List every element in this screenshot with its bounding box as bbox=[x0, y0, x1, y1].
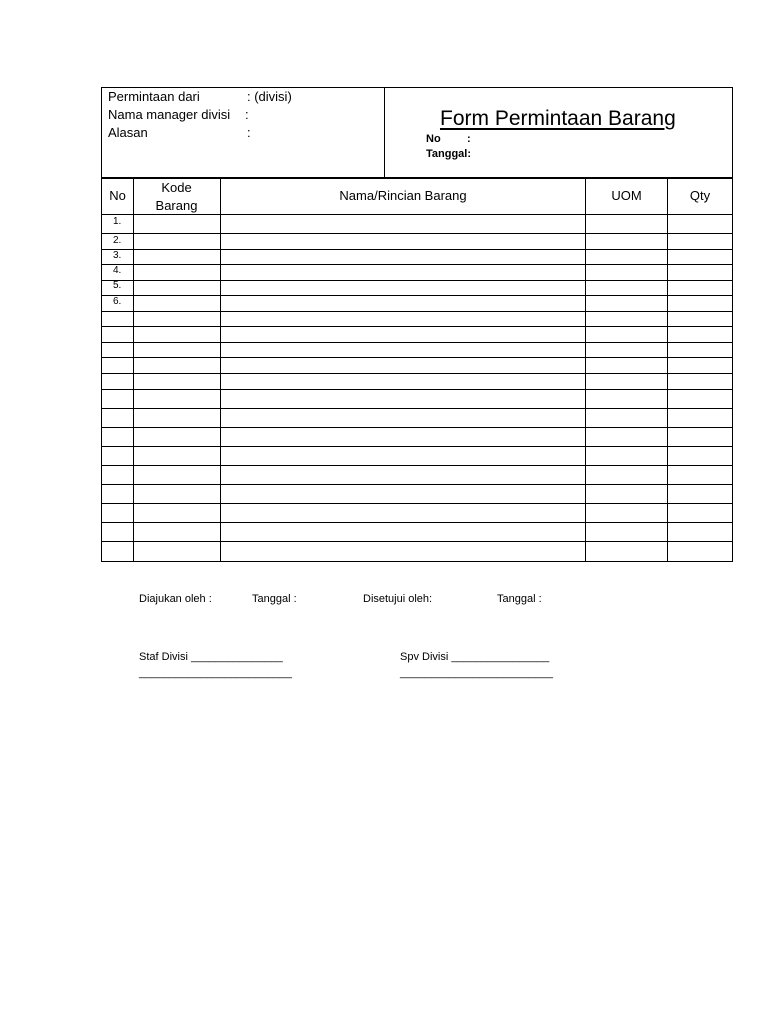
table-row-divider bbox=[101, 357, 733, 358]
nama-manager-value: : bbox=[245, 107, 249, 122]
table-row-divider bbox=[101, 541, 733, 542]
alasan-label: Alasan bbox=[108, 125, 148, 140]
table-row-divider bbox=[101, 373, 733, 374]
spv-divisi-signature: Spv Divisi ________________ bbox=[400, 651, 550, 663]
table-row-divider bbox=[101, 561, 733, 562]
table-row-divider bbox=[101, 280, 733, 281]
table-row-divider bbox=[101, 264, 733, 265]
no-value: : bbox=[467, 133, 471, 145]
row-number: 1. bbox=[113, 216, 122, 227]
table-row-divider bbox=[101, 311, 733, 312]
row-number: 5. bbox=[113, 280, 122, 291]
no-label: No bbox=[426, 133, 441, 145]
staf-divisi-signature: Staf Divisi _______________ bbox=[139, 651, 283, 663]
table-column-divider bbox=[667, 179, 668, 562]
table-column-divider bbox=[220, 179, 221, 562]
table-column-divider bbox=[585, 179, 586, 562]
table-row-divider bbox=[101, 484, 733, 485]
table-row-divider bbox=[101, 389, 733, 390]
table-row-divider bbox=[101, 427, 733, 428]
col-header-no: No bbox=[109, 188, 126, 203]
form-title: Form Permintaan Barang bbox=[440, 107, 676, 130]
table-row-divider bbox=[101, 326, 733, 327]
alasan-value: : bbox=[247, 125, 251, 140]
disetujui-label: Disetujui oleh: bbox=[363, 593, 433, 605]
staf-divisi-line: _________________________ bbox=[139, 667, 292, 679]
table-column-divider bbox=[133, 179, 134, 562]
tanggal-approve-label: Tanggal : bbox=[497, 593, 542, 605]
spv-divisi-line: _________________________ bbox=[400, 667, 553, 679]
permintaan-dari-value: : (divisi) bbox=[247, 89, 292, 104]
row-number: 4. bbox=[113, 265, 122, 276]
table-row-divider bbox=[101, 408, 733, 409]
tanggal-submit-label: Tanggal : bbox=[252, 593, 297, 605]
row-number: 2. bbox=[113, 235, 122, 246]
col-header-qty: Qty bbox=[689, 188, 711, 203]
row-number: 3. bbox=[113, 250, 122, 261]
diajukan-label: Diajukan oleh : bbox=[139, 593, 212, 605]
table-row-divider bbox=[101, 446, 733, 447]
table-row-divider bbox=[101, 503, 733, 504]
table-column-divider bbox=[101, 179, 102, 562]
nama-manager-label: Nama manager divisi bbox=[108, 107, 231, 122]
row-number: 6. bbox=[113, 296, 122, 307]
table-row-divider bbox=[101, 233, 733, 234]
col-header-uom: UOM bbox=[611, 188, 642, 203]
tanggal-label: Tanggal: bbox=[426, 148, 472, 160]
permintaan-dari-label: Permintaan dari bbox=[108, 89, 200, 104]
col-header-nama-barang: Nama/Rincian Barang bbox=[339, 188, 467, 203]
col-header-kode-barang: Kode Barang bbox=[155, 180, 198, 213]
table-row-divider bbox=[101, 249, 733, 250]
table-row-divider bbox=[101, 465, 733, 466]
table-row-divider bbox=[101, 522, 733, 523]
table-row-divider bbox=[101, 295, 733, 296]
table-column-divider bbox=[732, 179, 733, 562]
table-row-divider bbox=[101, 342, 733, 343]
